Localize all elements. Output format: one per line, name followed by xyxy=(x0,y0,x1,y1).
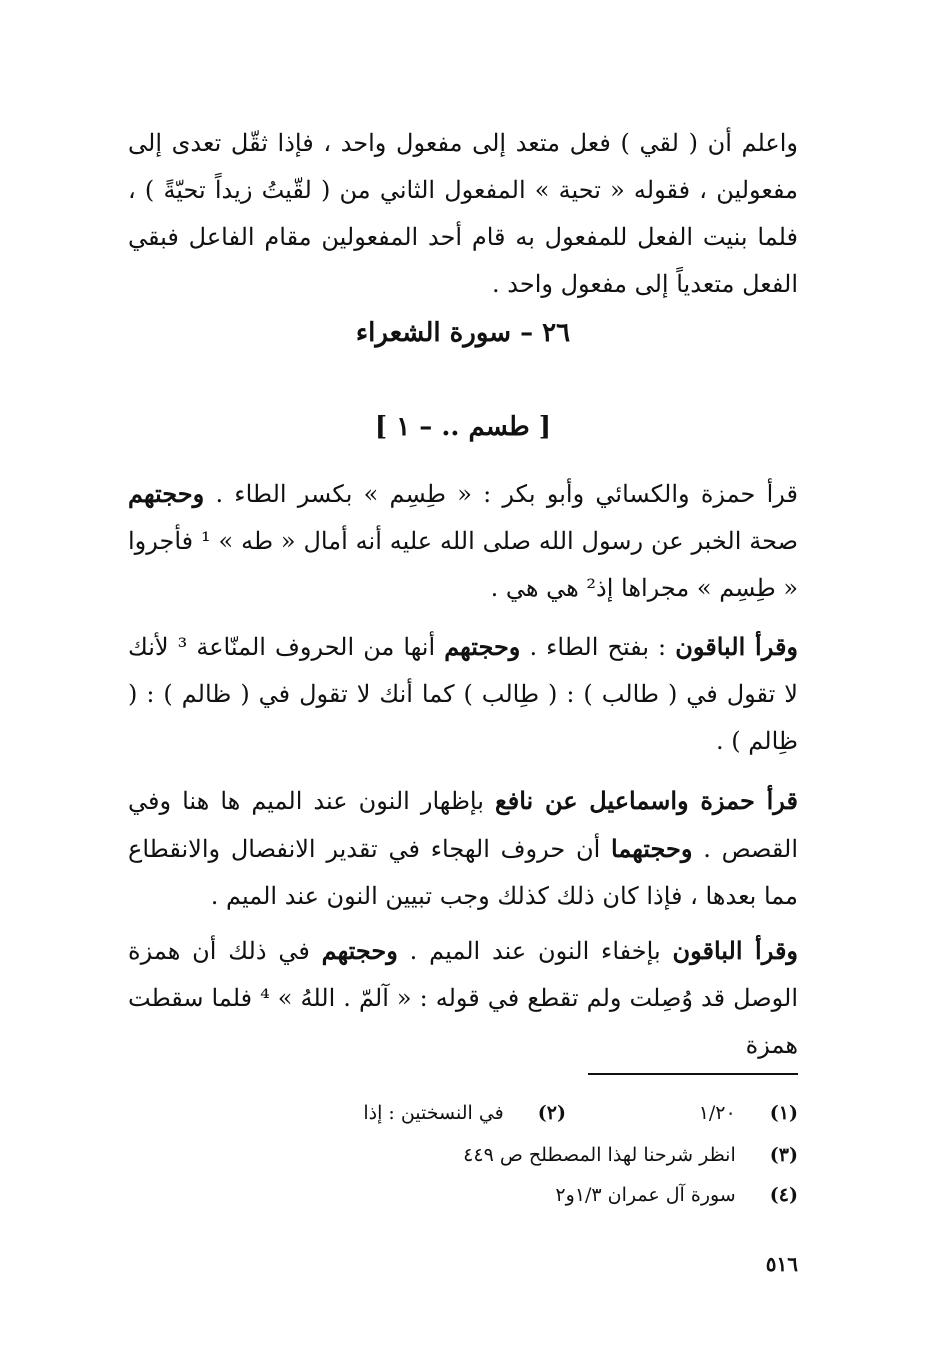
p3-lead: قرأ حمزة واسماعيل عن نافع xyxy=(494,786,799,815)
footnote-3-number: (٣) xyxy=(769,1144,798,1166)
p4-hujja: وحجتهم xyxy=(321,936,398,965)
p1-hujja: وحجتهم xyxy=(128,479,205,508)
footnote-divider xyxy=(588,1073,798,1075)
paragraph-1 xyxy=(128,470,798,612)
footnote-4 xyxy=(555,1180,798,1210)
paragraph-2 xyxy=(128,623,798,765)
p2-lead: وقرأ الباقون xyxy=(675,632,799,661)
footnote-1 xyxy=(699,1098,798,1128)
footnote-3 xyxy=(463,1140,798,1170)
p2-rest: أنها من الحروف المنّاعة ³ لأنك لا تقول في ( طالب ) : ( طِالب ) كما أنك لا تقول في ( ظالم ) : ( ظِالم ) . xyxy=(128,633,798,755)
footnote-2-number: (٢) xyxy=(537,1102,566,1124)
paragraph-4 xyxy=(128,927,798,1069)
footnote-2 xyxy=(363,1098,566,1128)
p4-rest: في ذلك أن همزة الوصل قد وُصِلت ولم تقطع في قوله : « آلمّ . اللهُ » ⁴ فلما سقطت همزة xyxy=(128,937,799,1059)
p1-lead: قرأ حمزة والكسائي وأبو بكر : « طِسِم » بكسر الطاء . xyxy=(215,480,798,508)
p3-mid: بإظهار النون عند الميم ها هنا وفي القصص . xyxy=(128,787,798,863)
intro-text: واعلم أن ( لقي ) فعل متعد إلى مفعول واحد ، فإذا ثقّل تعدى إلى مفعولين ، فقوله « تحية » المفعول الثاني من ( لقّيتُ زيداً تحيّةً ) ، فلما بنيت الفعل للمفعول به قام أحد المفعولين مقام الفاعل فبقي الفعل متعدياً إلى مفعول واحد . xyxy=(128,129,799,298)
footnote-3-text: انظر شرحنا لهذا المصطلح ص ٤٤٩ xyxy=(463,1144,736,1166)
p1-rest: صحة الخبر عن رسول الله صلى الله عليه أنه أمال « طه » ¹ فأجروا « طِسِم » مجراها إذ² هي هي . xyxy=(128,527,799,602)
paragraph-3 xyxy=(128,777,798,920)
p3-hujja: وحجتهما xyxy=(611,834,693,863)
p2-mid: : بفتح الطاء . xyxy=(529,633,667,661)
p4-lead: وقرأ الباقون xyxy=(672,936,799,965)
p4-mid: بإخفاء النون عند الميم . xyxy=(409,937,661,965)
surah-title: ٢٦ – سورة الشعراء xyxy=(355,318,571,348)
footnote-2-text: في النسختين : إذا xyxy=(363,1102,504,1124)
p2-hujja: وحجتهم xyxy=(444,632,521,661)
footnote-4-text: سورة آل عمران ١/٣و٢ xyxy=(555,1184,736,1206)
footnote-4-number: (٤) xyxy=(769,1184,798,1206)
intro-paragraph xyxy=(128,120,798,308)
p3-rest: أن حروف الهجاء في تقدير الانفصال والانقطاع مما بعدها ، فإذا كان ذلك كذلك وجب تبيين النون عند الميم . xyxy=(128,835,798,910)
footnote-1-number: (١) xyxy=(769,1102,798,1124)
verse-reference: [ طسم .. – ١ ] xyxy=(374,412,552,442)
page-number: ٥١٦ xyxy=(765,1252,798,1276)
footnote-1-text: ١/٢٠ xyxy=(698,1102,736,1124)
